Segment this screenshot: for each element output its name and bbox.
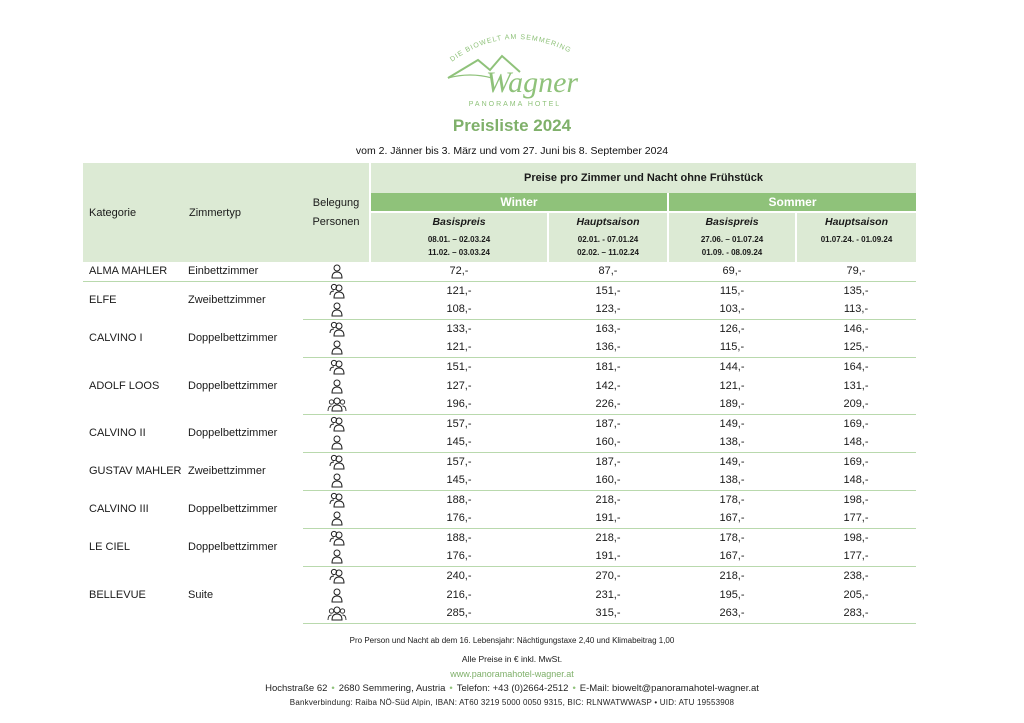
- price-cell: 283,-: [796, 604, 916, 623]
- single-person-icon: [327, 378, 347, 394]
- sub-header-date2: 01.09. - 08.09.24: [701, 248, 763, 257]
- price-cell: 108,-: [370, 300, 548, 319]
- header-preise: Preise pro Zimmer und Nacht ohne Frühstück: [370, 163, 916, 193]
- table-row: [83, 566, 916, 585]
- sub-header-date1: 01.07.24. - 01.09.24: [820, 235, 893, 244]
- single-person-icon: [327, 339, 347, 355]
- contact-line: [0, 683, 1024, 694]
- occupancy-cell: [303, 566, 370, 585]
- table-row: [83, 281, 916, 300]
- price-cell: 115,-: [668, 338, 796, 357]
- price-cell: 103,-: [668, 300, 796, 319]
- website-link[interactable]: www.panoramahotel-wagner.at: [450, 669, 574, 679]
- price-cell: 149,-: [719, 417, 745, 430]
- price-cell: 149,-: [719, 455, 745, 468]
- tax-note: Pro Person und Nacht ab dem 16. Lebensjahr: Nächtigungstaxe 2,40 und Klimabeitrag 1,00: [349, 636, 675, 645]
- address: Hochstraße 62: [265, 683, 328, 694]
- price-cell: 209,-: [796, 395, 916, 414]
- room-category: GUSTAV MAHLER: [89, 465, 182, 477]
- room-category: ELFE: [89, 294, 117, 307]
- table-row: [83, 262, 916, 281]
- occupancy-cell: [303, 547, 370, 566]
- room-type: Doppelbettzimmer: [188, 427, 278, 439]
- occupancy-cell: [303, 452, 370, 471]
- price-cell: 169,-: [843, 455, 869, 468]
- price-table: [83, 163, 916, 624]
- single-person-icon: [327, 587, 347, 603]
- room-type: Doppelbettzimmer: [188, 379, 278, 392]
- bank-details: Bankverbindung: Raiba NÖ-Süd Alpin, IBAN: AT60 3219 5000 0050 9315, BIC: RLNWATWWASP • UID: ATU 19553908: [289, 698, 735, 707]
- price-cell: 167,-: [668, 547, 796, 566]
- room-category: CALVINO II: [89, 427, 146, 439]
- price-cell: 187,-: [595, 417, 621, 430]
- occupancy-cell: [303, 281, 370, 300]
- two-persons-icon: [327, 492, 347, 508]
- price-cell: 151,-: [595, 284, 621, 297]
- price-cell: 148,-: [796, 471, 916, 490]
- price-cell: 285,-: [370, 604, 548, 623]
- room-type: Zweibettzimmer: [188, 294, 266, 307]
- occupancy-cell: [303, 338, 370, 357]
- single-person-icon: [327, 263, 347, 279]
- price-cell: 176,-: [370, 509, 548, 528]
- occupancy-cell: [303, 357, 370, 376]
- price-cell: 131,-: [843, 379, 869, 392]
- price-cell: 198,-: [843, 531, 869, 544]
- sub-header-3: [668, 212, 796, 262]
- price-cell: 240,-: [446, 569, 472, 582]
- room-category: BELLEVUE: [89, 588, 146, 601]
- two-persons-icon: [327, 416, 347, 432]
- price-cell: 151,-: [446, 360, 472, 373]
- price-cell: 315,-: [548, 604, 668, 623]
- header-belegung: [303, 163, 370, 262]
- price-cell: 121,-: [446, 284, 472, 297]
- occupancy-cell: [303, 395, 370, 414]
- header-zimmertyp: Zimmertyp: [183, 163, 303, 262]
- price-cell: 164,-: [843, 360, 869, 373]
- price-cell: 198,-: [843, 493, 869, 506]
- occupancy-cell: [303, 528, 370, 547]
- price-cell: 216,-: [446, 588, 472, 601]
- occupancy-cell: [303, 585, 370, 604]
- logo-name: Wagner: [485, 66, 579, 99]
- sub-header-date2: 11.02. – 03.03.24: [428, 248, 490, 257]
- logo-tagline: PANORAMA HOTEL: [468, 101, 562, 108]
- price-cell: 187,-: [595, 455, 621, 468]
- price-cell: 176,-: [370, 547, 548, 566]
- price-cell: 218,-: [595, 493, 621, 506]
- room-type: Doppelbettzimmer: [188, 541, 278, 553]
- price-cell: 169,-: [843, 417, 869, 430]
- room-category: ALMA MAHLER: [83, 262, 183, 281]
- sub-header-date1: 08.01. – 02.03.24: [427, 235, 491, 244]
- occupancy-cell: [303, 262, 370, 281]
- two-persons-icon: [327, 283, 347, 299]
- price-cell: 189,-: [668, 395, 796, 414]
- header-belegung-line2: Personen: [312, 215, 360, 228]
- sub-header-title: Basispreis: [705, 216, 759, 228]
- two-persons-icon: [327, 568, 347, 584]
- two-persons-icon: [327, 454, 347, 470]
- table-row: [83, 319, 916, 338]
- room-type: Doppelbettzimmer: [188, 332, 278, 344]
- price-cell: 145,-: [370, 433, 548, 452]
- table-row: [83, 357, 916, 376]
- price-cell: 163,-: [595, 322, 621, 335]
- separator-dot: •: [449, 683, 453, 694]
- price-cell: 263,-: [668, 604, 796, 623]
- sub-header-title: Hauptsaison: [824, 216, 888, 228]
- occupancy-cell: [303, 300, 370, 319]
- occupancy-cell: [303, 433, 370, 452]
- header-winter: Winter: [370, 193, 668, 212]
- svg-text:DIE BIOWELT AM SEMMERING: [449, 34, 572, 64]
- sub-header-title: Basispreis: [432, 216, 486, 228]
- header-kategorie: Kategorie: [83, 163, 183, 262]
- price-cell: 191,-: [548, 547, 668, 566]
- price-cell: 135,-: [843, 284, 869, 297]
- separator-dot: •: [331, 683, 335, 694]
- three-persons-icon: [327, 605, 347, 621]
- separator-dot: •: [572, 683, 576, 694]
- hotel-logo: [440, 26, 590, 110]
- price-cell: 125,-: [796, 338, 916, 357]
- single-person-icon: [327, 510, 347, 526]
- price-cell: 115,-: [719, 284, 745, 297]
- price-cell: 121,-: [370, 338, 548, 357]
- price-cell: 188,-: [446, 531, 472, 544]
- price-cell: 181,-: [595, 360, 621, 373]
- price-cell: 138,-: [668, 433, 796, 452]
- occupancy-cell: [303, 414, 370, 433]
- price-cell: 157,-: [446, 455, 472, 468]
- price-cell: 69,-: [668, 262, 796, 281]
- price-cell: 126,-: [719, 322, 745, 335]
- price-cell: 113,-: [796, 300, 916, 319]
- price-cell: 177,-: [796, 547, 916, 566]
- price-cell: 188,-: [446, 493, 472, 506]
- page-title: Preisliste 2024: [452, 116, 572, 135]
- room-type: Einbettzimmer: [183, 262, 303, 281]
- sub-header-title: Hauptsaison: [576, 216, 640, 228]
- price-cell: 133,-: [446, 322, 472, 335]
- price-cell: 177,-: [796, 509, 916, 528]
- sub-header-date2: 02.02. – 11.02.24: [577, 248, 639, 257]
- price-cell: 178,-: [719, 493, 745, 506]
- email[interactable]: E-Mail: biowelt@panoramahotel-wagner.at: [579, 683, 759, 694]
- price-body: [83, 262, 916, 623]
- price-cell: 270,-: [595, 569, 621, 582]
- room-category: CALVINO I: [89, 332, 143, 344]
- price-cell: 160,-: [548, 471, 668, 490]
- price-cell: 238,-: [843, 569, 869, 582]
- sub-header-date1: 02.01. - 07.01.24: [577, 235, 639, 244]
- occupancy-cell: [303, 376, 370, 395]
- occupancy-cell: [303, 471, 370, 490]
- price-cell: 196,-: [370, 395, 548, 414]
- occupancy-cell: [303, 509, 370, 528]
- price-cell: 79,-: [796, 262, 916, 281]
- price-cell: 123,-: [548, 300, 668, 319]
- three-persons-icon: [327, 396, 347, 412]
- occupancy-cell: [303, 490, 370, 509]
- two-persons-icon: [327, 359, 347, 375]
- city: 2680 Semmering, Austria: [338, 683, 446, 694]
- price-cell: 121,-: [719, 379, 745, 392]
- price-cell: 205,-: [843, 588, 869, 601]
- room-category: CALVINO III: [89, 503, 149, 515]
- sub-header-1: [370, 212, 548, 262]
- phone: Telefon: +43 (0)2664-2512: [456, 683, 569, 694]
- price-cell: 144,-: [719, 360, 745, 373]
- price-cell: 160,-: [548, 433, 668, 452]
- sub-header-date2: [797, 246, 916, 259]
- single-person-icon: [327, 434, 347, 450]
- price-cell: 138,-: [668, 471, 796, 490]
- logo-arc-text: DIE BIOWELT AM SEMMERING: [449, 33, 573, 64]
- sub-header-2: [548, 212, 668, 262]
- price-cell: 72,-: [370, 262, 548, 281]
- price-cell: 136,-: [548, 338, 668, 357]
- room-type: Zweibettzimmer: [188, 465, 266, 477]
- price-cell: 167,-: [668, 509, 796, 528]
- table-row: [83, 414, 916, 433]
- price-cell: 218,-: [719, 569, 745, 582]
- sub-header-4: [796, 212, 916, 262]
- two-persons-icon: [327, 530, 347, 546]
- table-row: [83, 490, 916, 509]
- price-cell: 157,-: [446, 417, 472, 430]
- price-cell: 226,-: [548, 395, 668, 414]
- price-cell: 146,-: [843, 322, 869, 335]
- header-sommer: Sommer: [668, 193, 916, 212]
- price-cell: 148,-: [796, 433, 916, 452]
- table-row: [83, 528, 916, 547]
- two-persons-icon: [327, 321, 347, 337]
- price-cell: 218,-: [595, 531, 621, 544]
- price-cell: 142,-: [595, 379, 621, 392]
- price-cell: 127,-: [446, 379, 472, 392]
- single-person-icon: [327, 301, 347, 317]
- table-row: [83, 452, 916, 471]
- price-cell: 145,-: [370, 471, 548, 490]
- header-belegung-line1: Belegung: [312, 196, 360, 209]
- price-cell: 87,-: [548, 262, 668, 281]
- price-cell: 191,-: [548, 509, 668, 528]
- room-category: LE CIEL: [89, 541, 130, 553]
- page-subtitle: vom 2. Jänner bis 3. März und vom 27. Juni bis 8. September 2024: [355, 145, 669, 157]
- room-type: Doppelbettzimmer: [188, 503, 278, 515]
- single-person-icon: [327, 548, 347, 564]
- price-cell: 195,-: [719, 588, 745, 601]
- occupancy-cell: [303, 604, 370, 623]
- room-type: Suite: [188, 588, 214, 601]
- price-cell: 178,-: [719, 531, 745, 544]
- vat-note: Alle Preise in € inkl. MwSt.: [461, 654, 563, 664]
- single-person-icon: [327, 472, 347, 488]
- occupancy-cell: [303, 319, 370, 338]
- sub-header-date1: 27.06. – 01.07.24: [700, 235, 764, 244]
- room-category: ADOLF LOOS: [89, 379, 160, 392]
- price-cell: 231,-: [595, 588, 621, 601]
